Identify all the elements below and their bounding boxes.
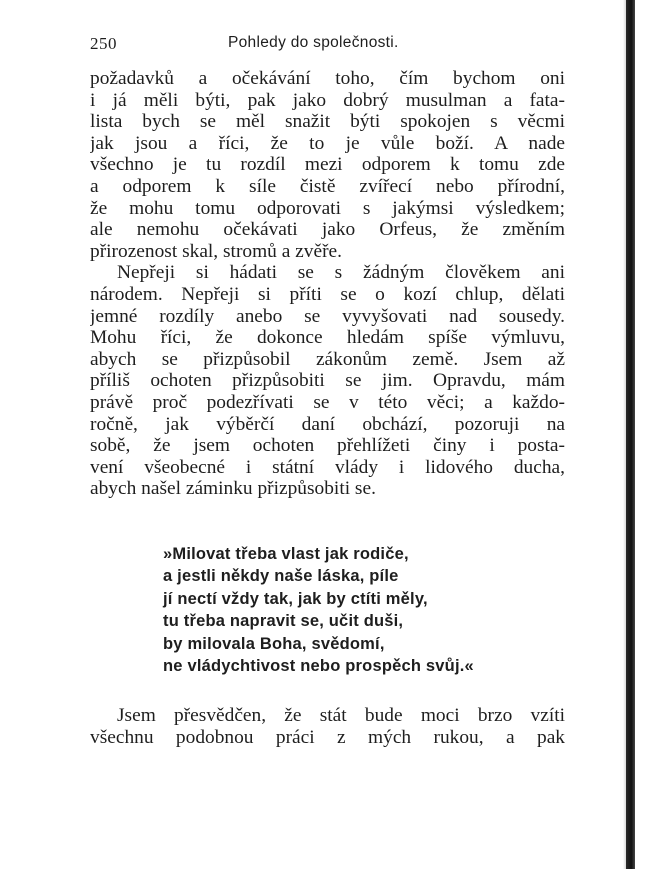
poem-line: ne vládychtivost nebo prospěch svůj.« [163, 657, 474, 676]
poem-line: by milovala Boha, svědomí, [163, 634, 385, 653]
text-line: a odporem k síle čistě zvířecí nebo přírodní, [90, 175, 565, 197]
text-line: všechno je tu rozdíl mezi odporem k tomu zde [90, 154, 565, 176]
poem-line: »Milovat třeba vlast jak rodiče, [163, 545, 409, 563]
text-line: požadavků a očekávání toho, čím bychom oni [90, 68, 565, 89]
body-text [90, 68, 565, 500]
poem-line: a jestli někdy naše láska, píle [163, 567, 399, 586]
poem-line: tu třeba napravit se, učit duši, [163, 612, 404, 631]
page-number: 250 [90, 34, 117, 53]
text-line: jemné rozdíly anebo se vyvyšovati nad sousedy. [90, 305, 565, 327]
text-line: že mohu tomu odporovati s jakýmsi výsledkem; [90, 197, 565, 219]
text-line: sobě, že jsem ochoten přehlížeti činy i posta- [90, 435, 565, 457]
text-line: Jsem přesvědčen, že stát bude moci brzo vzíti [117, 705, 565, 726]
text-line: národem. Nepřeji si příti se o kozí chlup, dělati [90, 283, 565, 305]
page-edge [626, 0, 635, 869]
poem-line: jí nectí vždy tak, jak by ctíti měly, [163, 589, 428, 608]
text-line: jak jsou a říci, že to je vůle boží. A nade [90, 132, 565, 154]
text-line: přirozenost skal, stromů a zvěře. [90, 240, 342, 262]
text-line: všechnu podobnou práci z mých rukou, a pak [90, 726, 565, 748]
poem-quote [163, 543, 523, 677]
text-line: abych našel záminku přizpůsobiti se. [90, 478, 376, 500]
text-line: i já měli býti, pak jako dobrý musulman a fata- [90, 89, 565, 111]
text-line: vení všeobecné i státní vlády i lidového ducha, [90, 456, 565, 478]
running-title: Pohledy do společnosti. [228, 34, 399, 51]
paragraph-2 [90, 262, 565, 500]
text-line: právě proč podezřívati se v této věci; a každo- [90, 391, 565, 413]
paragraph-1 [90, 68, 565, 262]
text-line: Nepřeji si hádati se s žádným člověkem ani [117, 262, 565, 284]
closing-paragraph [90, 705, 565, 748]
text-line: příliš ochoten přizpůsobiti se jim. Opravdu, mám [90, 370, 565, 392]
running-head [90, 34, 565, 56]
text-line: ročně, jak výběrčí daní obchází, pozoruji na [90, 413, 565, 435]
text-line: abych se přizpůsobil zákonům země. Jsem až [90, 348, 565, 370]
text-line: lista bych se měl snažit býti spokojen s věcmi [90, 111, 565, 133]
text-line: Mohu říci, že dokonce hledám spíše výmluvu, [90, 327, 565, 349]
text-line: ale nemohu očekávati jako Orfeus, že změním [90, 219, 565, 241]
